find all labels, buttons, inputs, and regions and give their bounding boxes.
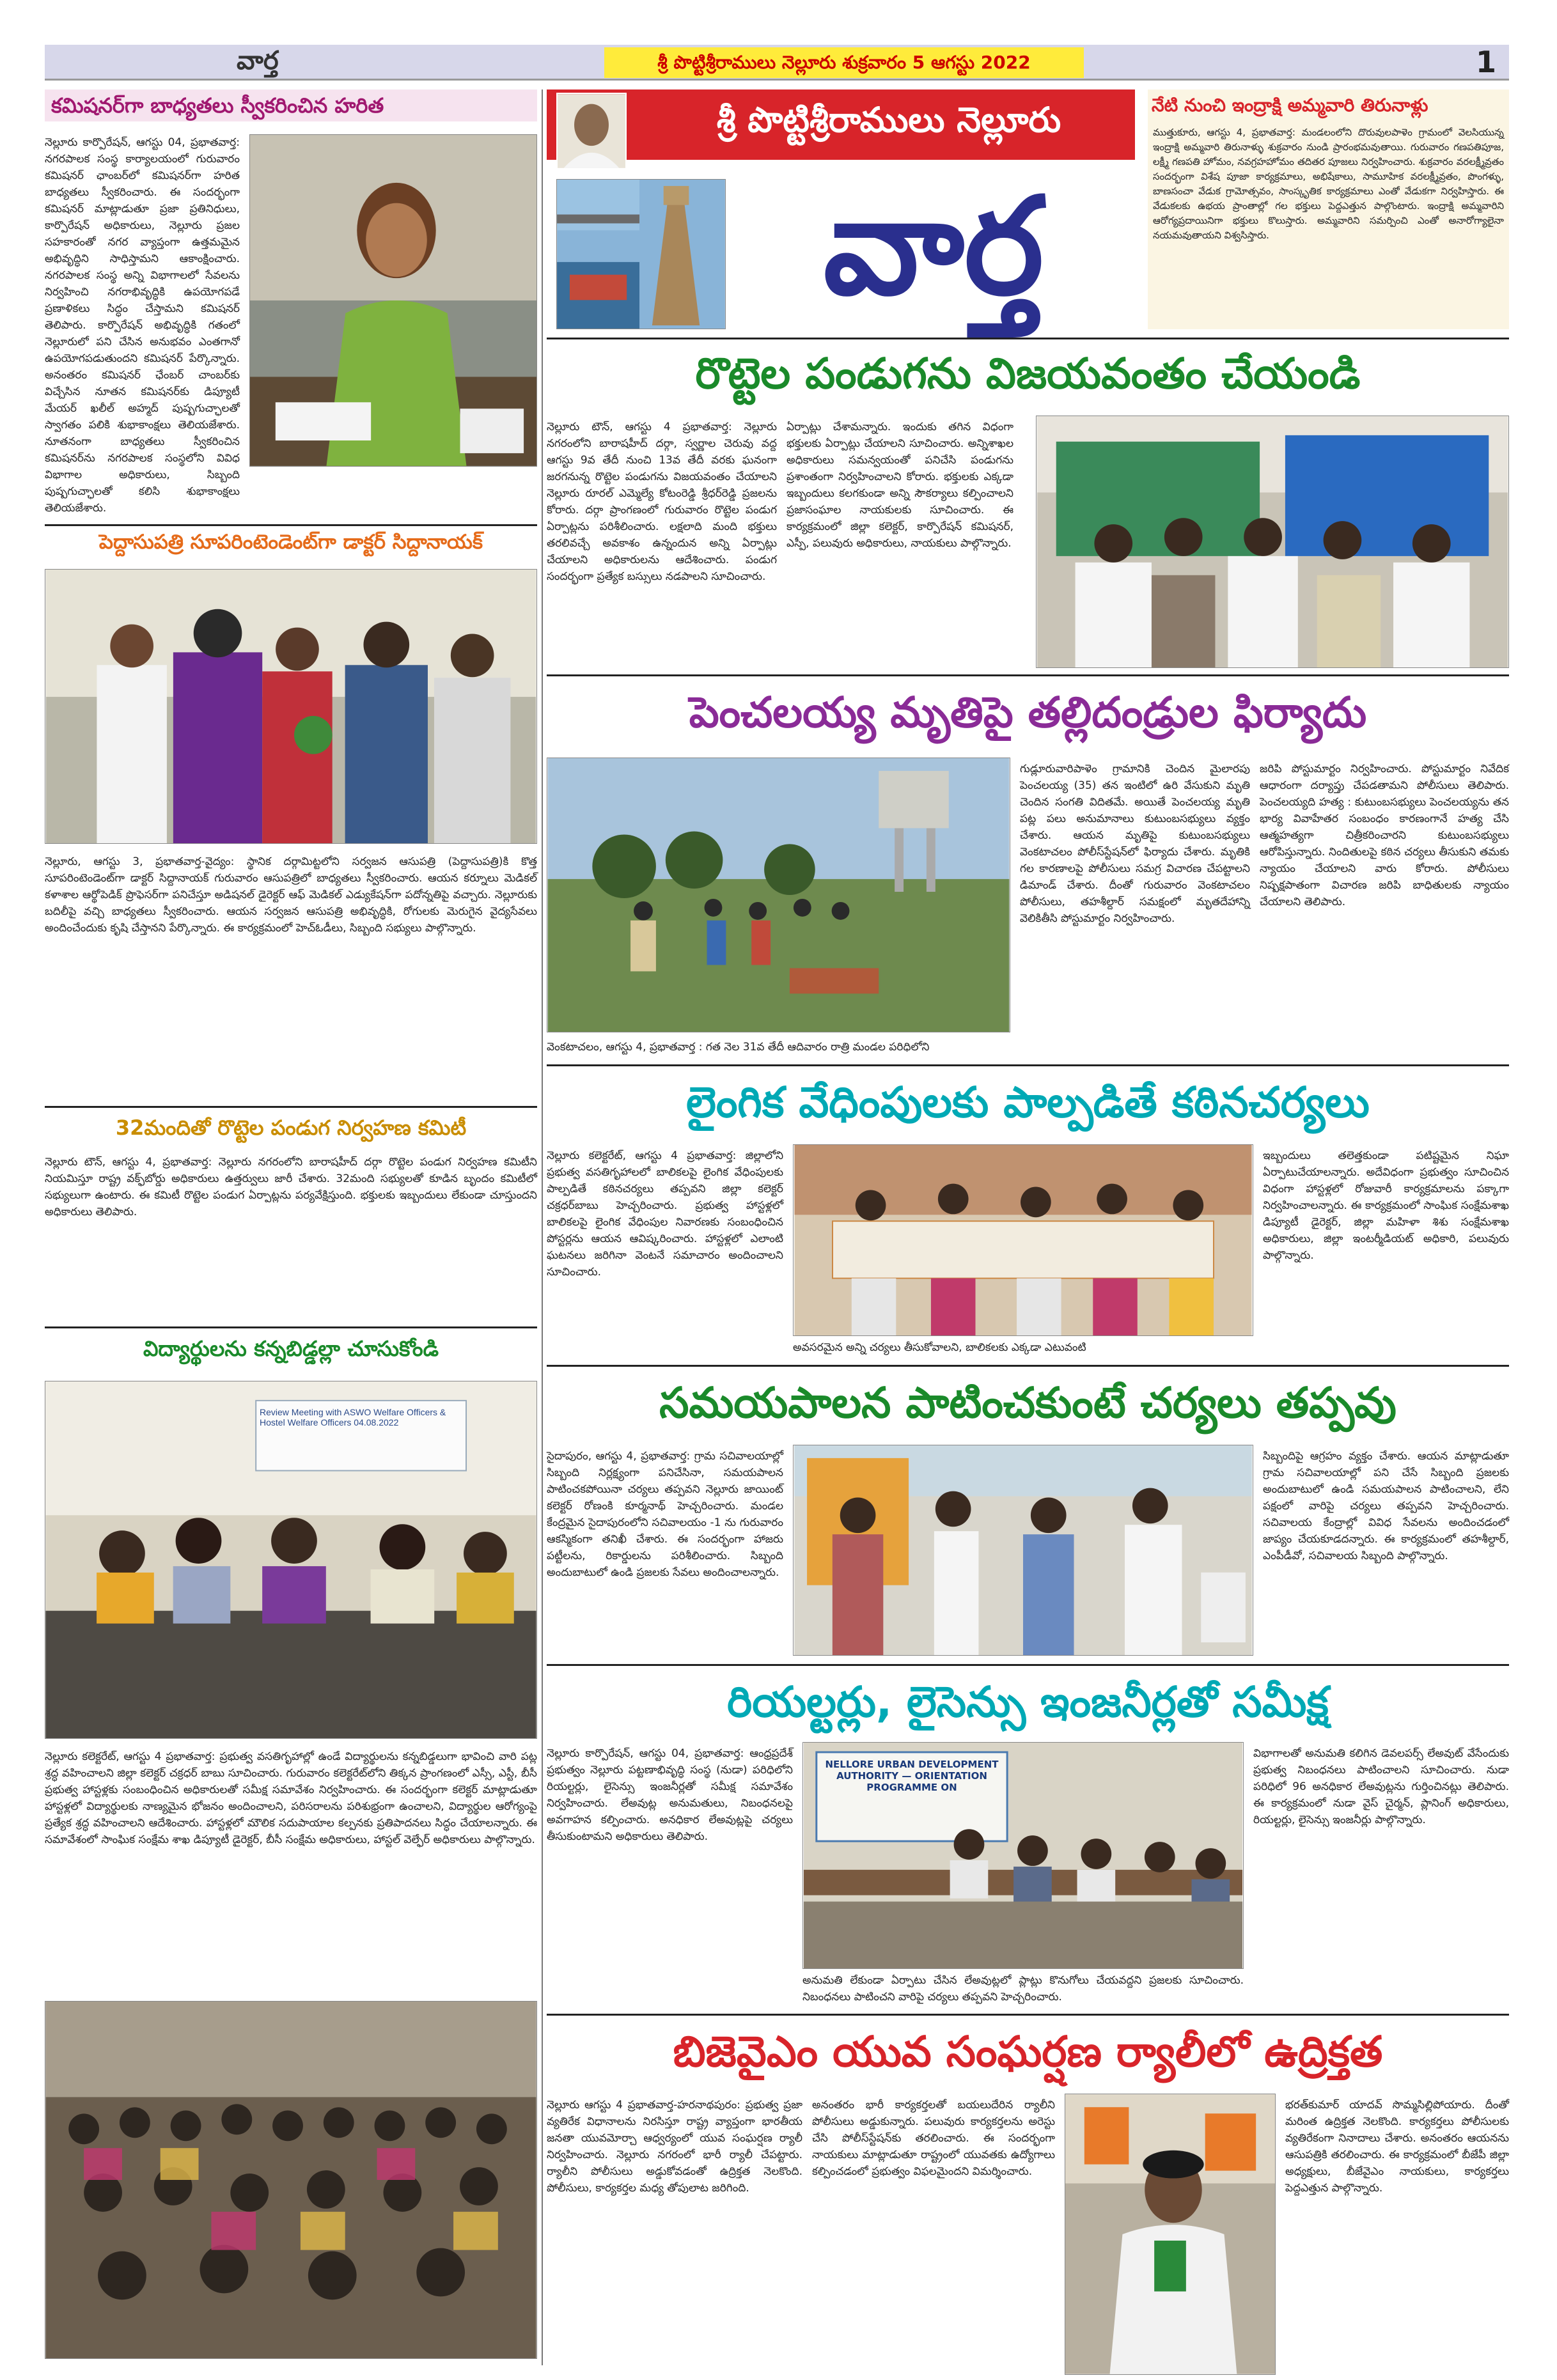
realtors-body-right: విభాగాలతో అనుమతి కలిగిన డెవలపర్స్ లేఅవుట్ వేసేందుకు ప్రభుత్వ నిబంధనలు పాటించాలని సూచించారు. నుడా పరిధిలో 96 అనధికార లేఅవుట్లను గుర్తించినట్లు తెలిపారు. ఈ కార్యక్రమంలో నుడా వైస్‌ చైర్మన్, ప్లానింగ్ అధికారులు, రియల్టర్లు, లైసెన్సు ఇంజనీర్లు పాల్గొన్నారు. [1253, 1747, 1509, 1826]
vedhimpulu-photo [793, 1144, 1253, 1336]
bjym-body-mid: అనంతరం భారీ కార్యకర్తలతో బయలుదేరిన ర్యాలీని పోలీసులు అడ్డుకున్నారు. పలువురు కార్యకర్తలను అరెస్టు చేసి పోలీస్‌స్టేషన్‌కు తరలించారు. ఈ సందర్భంగా నాయకులు మాట్లాడుతూ రాష్ట్రంలో యువతకు ఉద్యోగాలు కల్పించడంలో ప్రభుత్వం విఫలమైందని విమర్శించారు. [812, 2099, 1055, 2178]
divider [547, 1365, 1509, 1367]
story1-headline-bg [45, 89, 537, 121]
page-number: 1 [1475, 45, 1496, 79]
story2-headline: పెద్దాసుపత్రి సూపరింటెండెంట్‌గా డాక్టర్ సిద్దానాయక్ [98, 531, 483, 554]
penchalaiah-photo [547, 758, 1010, 1032]
story1-body-top: నెల్లూరు కార్పొరేషన్, ఆగస్టు 04, ప్రభాతవార్త: నగరపాలక సంస్థ కార్యాలయంలో గురువారం కమిషనర్‌ ఛాంబర్‌లో కమిషనర్‌గా హరిత బాధ్యతలు స్వీకరించారు. ఈ సందర్భంగా కమిషనర్ మాట్లాడుతూ ప్రజా ప్రతినిధులు, కార్పొరేషన్ అధికారులు, నెల్లూరు ప్రజల సహకారంతో నగర వ్యాప్తంగా ఉత్తమమైన అభివృద్ధిని సాధిస్తామని ఆకాంక్షించారు. నగరపాలక సంస్థ అన్ని విభాగాలలో సేవలను నిర్వహించి నగరాభివృద్ధికి ఉపయోగపడే ప్రణాళికలు సిద్ధం చేస్తామని కమిషనర్ తెలిపారు. కార్పొరేషన్ అభివృద్ధికి గతంలో నెల్లూరులో పని చేసిన అనుభవం ఎంతగానో ఉపయోగపడుతుందని కమిషనర్ పేర్కొన్నారు. అనంతరం కమిషనర్ ఛేంబర్ చాంబర్‌కు విచ్చేసిన నూతన కమిషనర్‌కు డిప్యూటీ మేయర్ ఖలీల్ అహ్మద్ పుష్పగుచ్ఛాలతో స్వాగతం పలికి శుభాకాంక్షలు తెలియజేశారు. నూతనంగా బాధ్యతలు స్వీకరించిన కమిషనర్‌ను నగరపాలక సంస్థలోని వివిధ విభాగాల అధికారులు, సిబ్బంది పుష్పగుచ్ఛాలతో కలిసి శుభాకాంక్షలు తెలియజేశారు. [45, 136, 240, 515]
vedhimpulu-headline: లైంగిక వేధింపులకు పాల్పడితే కఠినచర్యలు [686, 1078, 1370, 1127]
penchalaiah-headline: పెంచలయ్య మృతిపై తల్లిదండ్రుల ఫిర్యాదు [689, 688, 1367, 737]
commissioner-photo [250, 135, 536, 466]
story1-photo [249, 134, 537, 467]
penchalaiah-body-right: జరిపి పోస్టుమార్టం నిర్వహించారు. పోస్టుమార్టం నివేదిక ఆధారంగా దర్యాప్తు చేపడతామని పోలీసులు తెలిపారు. పెంచలయ్యది హత్య : కుటుంబసభ్యులు పెంచలయ్యను తన భార్య వివాహేతర సంబంధం కారణంగానే హత్య చేసి ఆత్మహత్యగా చిత్రీకరించారని కుటుంబసభ్యులు ఆరోపిస్తున్నారు. నిందితులపై కఠిన చర్యలు తీసుకుని తమకు న్యాయం చేయాలని వారు కోరారు. పోలీసులు నిష్పక్షపాతంగా విచారణ జరిపి బాధితులకు న్యాయం చేయాలని తెలిపారు. [1260, 763, 1509, 908]
bjym-body-right: భరత్‌కుమార్ యాదవ్ సొమ్మసిల్లిపోయారు. దీంతో మరింత ఉద్రిక్తత నెలకొంది. కార్యకర్తలు పోలీసులకు వ్యతిరేకంగా నినాదాలు చేశారు. అనంతరం ఆయనను ఆసుపత్రికి తరలించారు. ఈ కార్యక్రమంలో బీజేపీ జిల్లా అధ్యక్షులు, బీజేవైఎం నాయకులు, కార్యకర్తలు పెద్దఎత్తున పాల్గొన్నారు. [1285, 2099, 1509, 2195]
story1-body-bottom [45, 473, 537, 524]
story4-photo [45, 1381, 537, 1739]
sachivalayam-inspection-photo [794, 1445, 1253, 1655]
rottela-body-right: ఏర్పాట్లు చేశామన్నారు. ఇందుకు తగిన విధంగా భక్తులకు ఏర్పాట్లు చేయాలని సూచించారు. అన్నిశాఖల అధికారులు సమన్వయంతో పనిచేసి పండుగను ప్రశాంతంగా నిర్వహించాలని కోరారు. భక్తులకు ఎక్కడా ఇబ్బందులు కలగకుండా అన్ని సౌకర్యాలు కల్పించాలని ప్రజాసంఘాల నాయకులకు సూచించారు. ఈ కార్యక్రమంలో జిల్లా కలెక్టర్, కార్పొరేషన్ కమిషనర్, ఎస్పీ, పలువురు అధికారులు, నాయకులు పాల్గొన్నారు. [786, 421, 1013, 550]
masthead-region: శ్రీ పొట్టిశ్రీరాములు నెల్లూరు [716, 100, 1061, 140]
masthead-collage [556, 179, 726, 329]
poster-launch-photo [794, 1145, 1253, 1335]
samayapalana-body-right: సిబ్బందిపై ఆగ్రహం వ్యక్తం చేశారు. ఆయన మాట్లాడుతూ గ్రామ సచివాలయాల్లో పని చేసే సిబ్బంది ప్రజలకు అందుబాటులో ఉండి సమయపాలన పాటించాలని, లేని పక్షంలో వారిపై చర్యలు తప్పవని హెచ్చరించారు. సచివాలయ కేంద్రాల్లో వివిధ సేవలను అందించడంలో జాప్యం చేయకూడదన్నారు. ఈ కార్యక్రమంలో తహశీల్దార్, ఎంపీడీవో, సచివాలయ సిబ్బంది పాల్గొన్నారు. [1263, 1450, 1509, 1562]
divider [45, 1106, 537, 1108]
story4-body: నెల్లూరు కలెక్టరేట్, ఆగస్టు 4 ప్రభాతవార్త: ప్రభుత్వ వసతిగృహాల్లో ఉండే విద్యార్థులను కన్నబిడ్డలుగా భావించి వారి పట్ల శ్రద్ధ వహించాలని జిల్లా కలెక్టర్ చక్రధర్ బాబు సూచించారు. గురువారం కలెక్టరేట్‌లోని తిక్కన ప్రాంగణంలో ఎస్సీ, ఎస్టీ, బీసీ ప్రభుత్వ హాస్టళ్లకు సంబంధించిన అధికారులతో సమీక్ష సమావేశం నిర్వహించారు. ఈ సందర్భంగా కలెక్టర్ మాట్లాడుతూ హాస్టళ్లలో విద్యార్థులకు నాణ్యమైన భోజనం అందించాలని, పరిసరాలను పరిశుభ్రంగా ఉంచాలని, విద్యార్థుల ఆరోగ్యంపై ప్రత్యేక శ్రద్ధ వహించాలని ఆదేశించారు. హాస్టళ్లలో మౌలిక సదుపాయాల కల్పనకు ప్రతిపాదనలు సిద్ధం చేయాలన్నారు. ఈ సమావేశంలో సాంఘిక సంక్షేమ శాఖ డిప్యూటీ డైరెక్టర్, బీసీ సంక్షేమ అధికారులు, హాస్టల్ వెల్ఫేర్ అధికారులు పాల్గొన్నారు. [45, 1750, 537, 1846]
divider [547, 2014, 1509, 2016]
portrait-photo [558, 94, 625, 168]
realtors-photo [802, 1742, 1244, 1969]
realtors-body-left: నెల్లూరు కార్పొరేషన్, ఆగస్టు 04, ప్రభాతవార్త: ఆంధ్రప్రదేశ్ ప్రభుత్వం నెల్లూరు పట్టణాభివృద్ధి సంస్థ (నుడా) పరిధిలోని రియల్టర్లు, లైసెన్సు ఇంజనీర్లతో సమీక్ష సమావేశం నిర్వహించారు. లేఅవుట్ల అనుమతులు, నిబంధనలపై అవగాహన కల్పించారు. అనధికార లేఅవుట్లపై చర్యలు తీసుకుంటామని అధికారులు తెలిపారు. [547, 1747, 793, 1843]
divider [547, 674, 1509, 676]
rottela-photo [1036, 416, 1509, 668]
story4-photo-audience [45, 2001, 537, 2359]
bjym-headline: బిజెవైఎం యువ సంఘర్షణ ర్యాలీలో ఉద్రిక్తత [673, 2027, 1383, 2076]
divider [45, 1326, 537, 1328]
dateline: శ్రీ పొట్టిశ్రీరాములు నెల్లూరు శుక్రవారం 5 ఆగస్టు 2022 [604, 47, 1084, 78]
samayapalana-headline: సమయపాలన పాటించకుంటే చర్యలు తప్పవు [659, 1378, 1397, 1427]
story4-headline: విద్యార్థులను కన్నబిడ్డల్లా చూసుకోండి [143, 1336, 439, 1361]
side-story-body: ముత్తుకూరు, ఆగస్టు 4, ప్రభాతవార్త: మండలంలోని దొరువులపాళెం గ్రామంలో వెలసియున్న ఇంద్రాక్షి అమ్మవారి తిరునాళ్ళు శుక్రవారం నుండి ప్రారంభమవుతాయి. గురువారం గణపతిపూజ, లక్ష్మీ గణపతి హోమం, నవగ్రహహోమం తదితర పూజలు నిర్వహించారు. శుక్రవారం వరలక్ష్మీవ్రతం సందర్భంగా విశేష పూజా కార్యక్రమాలు, అభిషేకాలు, సామూహిక వరలక్ష్మీవ్రతం, పొంగళ్ళు, బాణసంచా వేడుక గ్రామోత్సవం, సాంస్కృతిక కార్యక్రమాలు ఎంతో వేడుకగా నిర్వహిస్తారు. ఈ వేడుకలకు ఉభయ ప్రాంతాల్లో గల భక్తులు పెద్దఎత్తున పాల్గొంటారు. ఇంద్రాక్షి అమ్మవారిని ఆరోగ్యప్రదాయినిగా భక్తులు కొలుస్తారు. అమ్మవారిని సమర్పించి ఎంతో అనారోగ్యాలైనా నయమవుతాయని విశ్వసిస్తారు. [1153, 127, 1504, 241]
story1-headline: కమిషనర్‌గా బాధ్యతలు స్వీకరించిన హరిత [51, 93, 384, 118]
masthead-title: వార్త [823, 167, 1044, 325]
divider [547, 1064, 1509, 1066]
penchalaiah-caption: వెంకటాచలం, ఆగస్టు 4, ప్రభాతవార్త : గత నెల 31వ తేదీ ఆదివారం రాత్రి మండల పరిధిలోని [547, 1041, 930, 1054]
review-meeting-photo [45, 1381, 536, 1738]
nellore-collage [557, 180, 725, 329]
story2-photo [45, 569, 537, 844]
audience-photo [45, 2002, 536, 2358]
side-story [1148, 89, 1509, 329]
story3-headline: 32మందితో రొట్టెల పండుగ నిర్వహణ కమిటీ [115, 1116, 467, 1140]
realtors-headline: రియల్టర్లు, లైసెన్సు ఇంజనీర్లతో సమీక్ష [727, 1677, 1329, 1727]
divider [547, 338, 1509, 339]
penchalaiah-body-mid: గుడ్లూరువారిపాళెం గ్రామానికి చెందిన మైలారపు పెంచలయ్య (35) తన ఇంటిలో ఉరి వేసుకుని మృతి చెందిన సంగతి విదితమే. అయితే పెంచలయ్య మృతి పట్ల పలు అనుమానాలు కుటుంబసభ్యులు వ్యక్తం చేశారు. ఆయన మృతిపై కుటుంబసభ్యులు వెంకటాచలం పోలీస్‌స్టేషన్‌లో ఫిర్యాదు చేశారు. మృతికి గల కారణాలపై పోలీసులు సమగ్ర విచారణ చేపట్టాలని డిమాండ్ చేశారు. దీంతో గురువారం వెంకటాచలం పోలీసులు, తహశీల్దార్ సమక్షంలో మృతదేహాన్ని వెలికితీసి పోస్టుమార్టం నిర్వహించారు. [1020, 763, 1250, 925]
side-story-headline: నేటి నుంచి ఇంద్రాక్షి అమ్మవారి తిరునాళ్లు [1152, 95, 1428, 116]
vedhimpulu-body-left: నెల్లూరు కలెక్టరేట్, ఆగస్టు 4 ప్రభాతవార్త: జిల్లాలోని ప్రభుత్వ వసతిగృహాలలో బాలికలపై లైంగిక వేధింపులకు పాల్పడితే కఠినచర్యలు తప్పవని జిల్లా కలెక్టర్ చక్రధర్‌బాబు హెచ్చరించారు. ప్రభుత్వ హాస్టళ్లలో బాలికలపై లైంగిక వేధింపుల నివారణకు సంబంధించిన పోస్టర్లను ఆయన ఆవిష్కరించారు. హాస్టళ్లలో ఎలాంటి ఘటనలు జరిగినా వెంటనే సమాచారం అందించాలని సూచించారు. [547, 1149, 783, 1279]
rottela-meeting-photo [1037, 416, 1508, 667]
samayapalana-photo [793, 1445, 1253, 1656]
story3-body: నెల్లూరు టౌన్, ఆగస్టు 4, ప్రభాతవార్త: నెల్లూరు నగరంలోని బారాషహీద్ దర్గా రొట్టెల పండుగ నిర్వహణ కమిటీని నియమిస్తూ రాష్ట్ర వక్ఫ్‌బోర్డు అధికారులు ఉత్తర్వులు జారీ చేశారు. 32మంది సభ్యులతో కూడిన బృందం కమిటీలో సభ్యులుగా ఉంటారు. ఈ కమిటీ రొట్టెల పండుగ ఏర్పాట్లను పర్యవేక్షిస్తుంది. భక్తులకు ఇబ్బందులు లేకుండా చూస్తుందని అధికారులు తెలిపారు. [45, 1156, 537, 1218]
realtors-body-bottom: అనుమతి లేకుండా ఏర్పాటు చేసిన లేఅవుట్లలో ప్లాట్లు కొనుగోలు చేయవద్దని ప్రజలకు సూచించారు. నిబంధనలు పాటించని వారిపై చర్యలు తప్పవని హెచ్చరించారు. [802, 1974, 1244, 2003]
story2-body: నెల్లూరు, ఆగస్టు 3, ప్రభాతవార్త-వైద్యం: స్థానిక దర్గామిట్టలోని సర్వజన ఆసుపత్రి (పెద్దాసుపత్రి)కి కొత్త సూపరింటెండెంట్‌గా డాక్టర్ సిద్దానాయక్ గురువారం ఆసుపత్రిలో బాధ్యతలు స్వీకరించారు. ఆయన కర్నూలు మెడికల్ కళాశాల ఆర్థోపెడిక్ ప్రొఫెసర్‌గా పనిచేస్తూ అడిషనల్ డైరెక్టర్ ఆఫ్ మెడికల్ ఎడ్యుకేషన్‌గా పదోన్నతిపై వచ్చారు. నెల్లూరుకు బదిలీపై వచ్చి బాధ్యతలు స్వీకరించారు. ఆయన సర్వజన ఆసుపత్రి అభివృద్ధికి, రోగులకు మెరుగైన వైద్యసేవలు అందించేందుకు కృషి చేస్తానని పేర్కొన్నారు. ఈ కార్యక్రమంలో హెచ్‌ఓడీలు, సిబ్బంది సభ్యులు పాల్గొన్నారు. [45, 855, 537, 935]
rottela-headline: రొట్టెల పండుగను విజయవంతం చేయండి [695, 349, 1361, 398]
rally-injured-activist-photo [1065, 2094, 1275, 2374]
vedhimpulu-body-right: ఇబ్బందులు తలెత్తకుండా పటిష్టమైన నిఘా ఏర్పాటుచేయాలన్నారు. అదేవిధంగా ప్రభుత్వం సూచించిన విధంగా హాస్టళ్లలో రోజువారీ కార్యక్రమాలను పక్కాగా నిర్వహించాలన్నారు. ఈ కార్యక్రమంలో సాంఘిక సంక్షేమశాఖ డిప్యూటీ డైరెక్టర్, జిల్లా మహిళా శిశు సంక్షేమశాఖ అధికారులు, జిల్లా ఇంటర్మీడియట్ అధికారి, పలువురు పాల్గొన్నారు. [1263, 1149, 1509, 1262]
rottela-body-left: నెల్లూరు టౌన్, ఆగస్టు 4 ప్రభాతవార్త: నెల్లూరు నగరంలోని బారాషహీద్ దర్గా, స్వర్ణాల చెరువు వద్ద ఆగస్టు 9వ తేదీ నుంచి 13వ తేదీ వరకు ఘనంగా జరగనున్న రొట్టెల పండుగను విజయవంతం చేయాలని నెల్లూరు రూరల్ ఎమ్మెల్యే కోటంరెడ్డి శ్రీధర్‌రెడ్డి ప్రజలను కోరారు. దర్గా ప్రాంగణంలో గురువారం రొట్టెల పండుగ ఏర్పాట్లను పరిశీలించారు. లక్షలాది మంది భక్తులు తరలివచ్చే అవకాశం ఉన్నందున అన్ని ఏర్పాట్లు చేయాలని అధికారులను ఆదేశించారు. పండుగ సందర్భంగా ప్రత్యేక బస్సులు నడపాలని సూచించారు. [547, 421, 777, 583]
exhumation-site-photo [547, 758, 1010, 1032]
samayapalana-body-left: సైదాపురం, ఆగస్టు 4, ప్రభాతవార్త: గ్రామ సచివాలయాల్లో సిబ్బంది నిర్లక్ష్యంగా పనిచేసినా, సమయపాలన పాటించకపోయినా చర్యలు తప్పవని నెల్లూరు జాయింట్ కలెక్టర్ రోణంకి కూర్మనాథ్ హెచ్చరించారు. మండల కేంద్రమైన సైదాపురంలోని సచివాలయం -1 ను గురువారం ఆకస్మికంగా తనిఖీ చేశారు. ఈ సందర్భంగా హాజరు పట్టీలను, రికార్డులను పరిశీలించారు. సిబ్బంది అందుబాటులో ఉండి ప్రజలకు సేవలు అందించాలన్నారు. [547, 1450, 783, 1579]
bjym-photo [1065, 2094, 1276, 2375]
portrait [556, 93, 627, 169]
divider [45, 524, 537, 526]
masthead-banner [547, 89, 1135, 160]
masthead [547, 89, 1135, 329]
doctors-group-photo [45, 570, 536, 843]
nuda-banner-text: NELLORE URBAN DEVELOPMENT AUTHORITY — ORIENTATION PROGRAMME ON [825, 1759, 999, 1793]
mini-logo: వార్త [237, 46, 279, 75]
meeting-banner-text: Review Meeting with ASWO Welfare Officers & Hostel Welfare Officers 04.08.2022 [260, 1407, 446, 1427]
divider [547, 1664, 1509, 1666]
top-bar [45, 45, 1509, 81]
column-divider [542, 89, 543, 2365]
bjym-body-left: నెల్లూరు ఆగస్టు 4 ప్రభాతవార్త-హరనాథపురం: ప్రభుత్వ ప్రజా వ్యతిరేక విధానాలను నిరసిస్తూ రాష్ట్ర వ్యాప్తంగా భారతీయ జనతా యువమోర్చా ఆధ్వర్యంలో యువ సంఘర్షణ ర్యాలీ నిర్వహించారు. నెల్లూరు నగరంలో భారీ ర్యాలీ చేపట్టారు. ర్యాలీని పోలీసులు అడ్డుకోవడంతో ఉద్రిక్తత నెలకొంది. పోలీసులు, కార్యకర్తల మధ్య తోపులాట జరిగింది. [547, 2099, 802, 2195]
vedhimpulu-body-bottom: అవసరమైన అన్ని చర్యలు తీసుకోవాలని, బాలికలకు ఎక్కడా ఎటువంటి [793, 1341, 1086, 1354]
